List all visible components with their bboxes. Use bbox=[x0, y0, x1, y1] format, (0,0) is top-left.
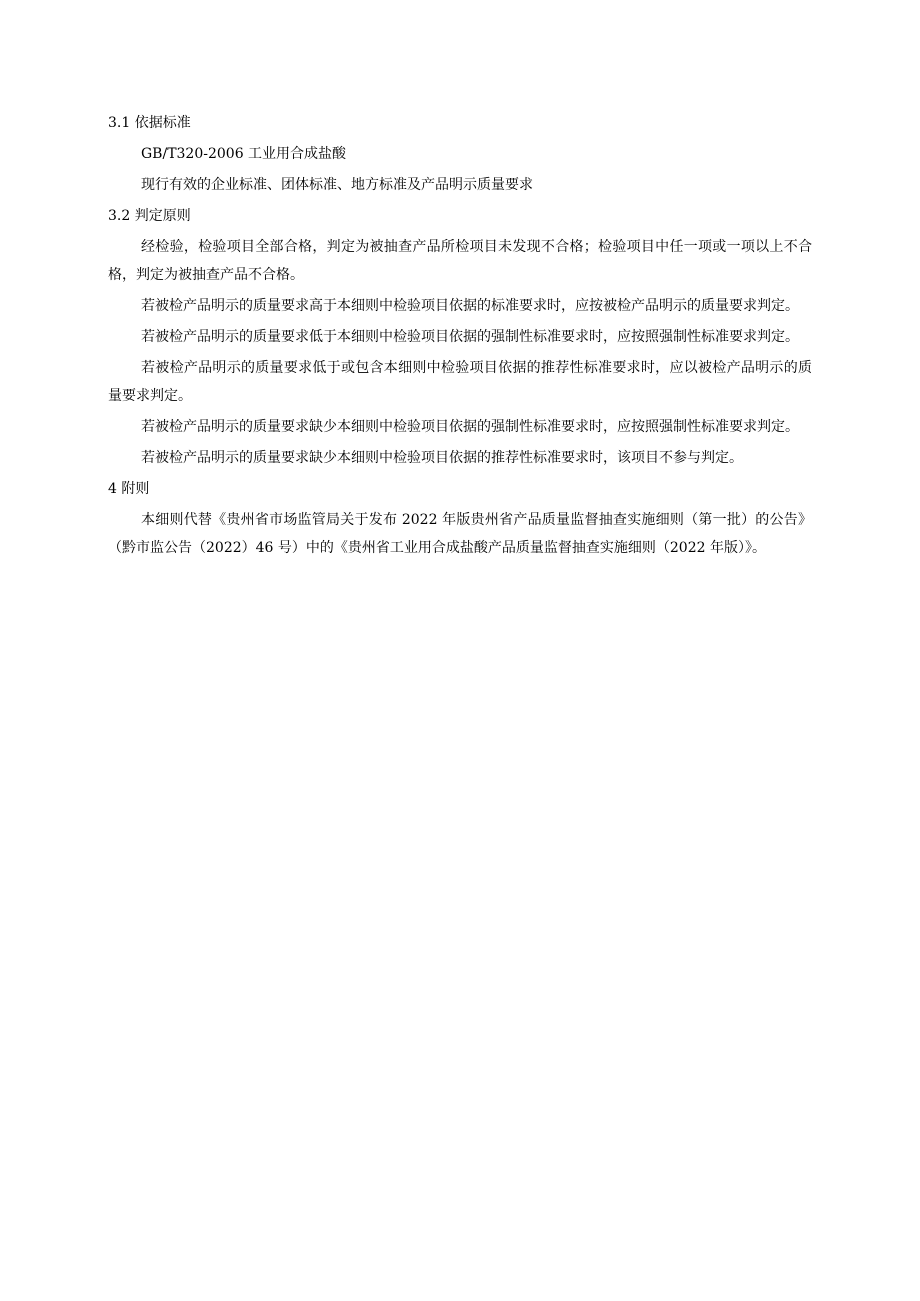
section-3-1-heading: 3.1 依据标准 bbox=[108, 115, 191, 131]
section-3-2-heading: 3.2 判定原则 bbox=[108, 208, 191, 224]
supplementary-paragraph: 本细则代替《贵州省市场监管局关于发布 2022 年版贵州省产品质量监督抽查实施细则（第一批）的公告》（黔市监公告（2022）46 号）中的《贵州省工业用合成盐酸产品质量监督抽查实施细则（2022 年版）》。 bbox=[108, 512, 812, 556]
standard-item: GB/T320-2006 工业用合成盐酸 bbox=[141, 146, 347, 162]
judgement-paragraph: 若被检产品明示的质量要求低于或包含本细则中检验项目依据的推荐性标准要求时，应以被检产品明示的质量要求判定。 bbox=[108, 360, 812, 404]
section-4-heading: 4 附则 bbox=[108, 481, 150, 497]
standard-item: 现行有效的企业标准、团体标准、地方标准及产品明示质量要求 bbox=[141, 177, 533, 193]
judgement-paragraph: 若被检产品明示的质量要求高于本细则中检验项目依据的标准要求时，应按被检产品明示的质量要求判定。 bbox=[141, 298, 799, 314]
judgement-paragraph: 若被检产品明示的质量要求低于本细则中检验项目依据的强制性标准要求时，应按照强制性标准要求判定。 bbox=[141, 329, 799, 345]
judgement-paragraph: 若被检产品明示的质量要求缺少本细则中检验项目依据的强制性标准要求时，应按照强制性标准要求判定。 bbox=[141, 419, 799, 435]
judgement-paragraph: 若被检产品明示的质量要求缺少本细则中检验项目依据的推荐性标准要求时，该项目不参与判定。 bbox=[141, 450, 743, 466]
document-page bbox=[108, 106, 812, 565]
judgement-paragraph: 经检验，检验项目全部合格，判定为被抽查产品所检项目未发现不合格；检验项目中任一项或一项以上不合格，判定为被抽查产品不合格。 bbox=[108, 239, 812, 283]
